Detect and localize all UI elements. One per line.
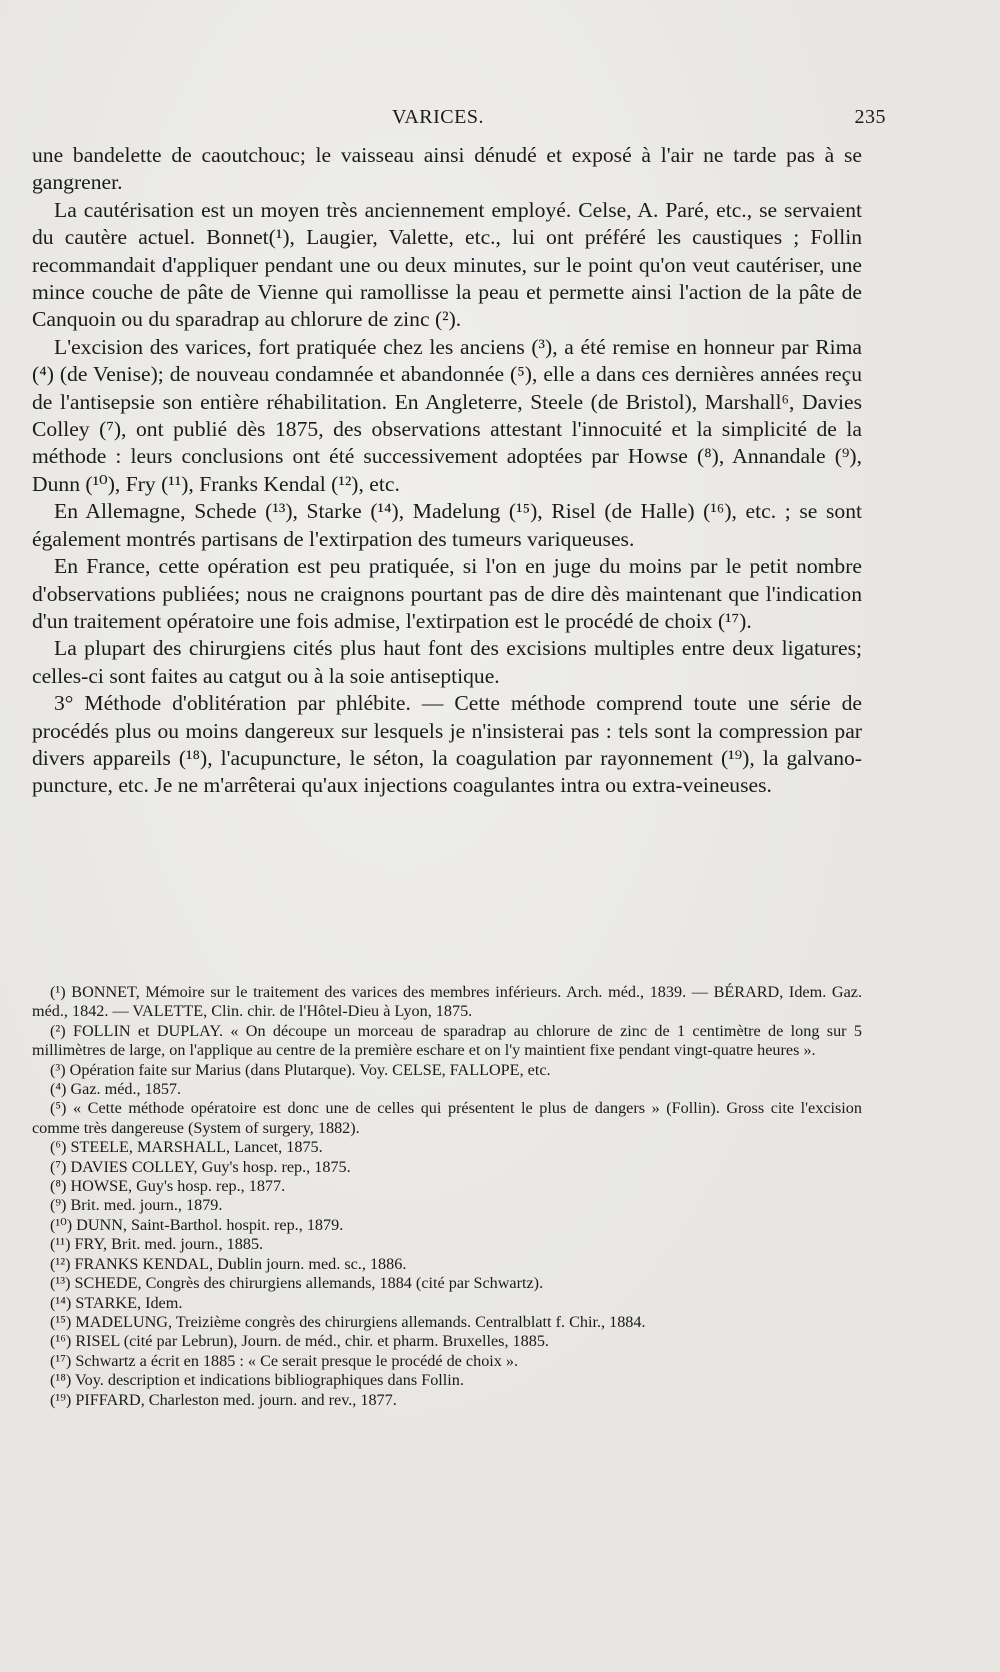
paragraph: En France, cette opération est peu pratiquée, si l'on en juge du moins par le petit nombre d'observations publiées; nous ne craignons pourtant pas de dire dès maintenant que l'indication d'un traitement opératoire une fois admise, l'extirpation est le procédé de choix (¹⁷). [32,554,862,633]
paragraph: En Allemagne, Schede (¹³), Starke (¹⁴), Madelung (¹⁵), Risel (de Halle) (¹⁶), etc. ; se sont également montrés partisans de l'extirpation des tumeurs variqueuses. [32,499,862,551]
footnote: (³) Opération faite sur Marius (dans Plutarque). Voy. CELSE, FALLOPE, etc. [50,1060,551,1079]
footnote: (¹³) SCHEDE, Congrès des chirurgiens allemands, 1884 (cité par Schwartz). [50,1274,544,1293]
footnotes [32,983,862,1410]
footnote: (¹⁸) Voy. description et indications bibliographiques dans Follin. [50,1371,464,1390]
running-title: VARICES. [392,106,484,128]
footnote: (¹⁴) STARKE, Idem. [50,1293,183,1312]
footnote: (¹⁵) MADELUNG, Treizième congrès des chirurgiens allemands. Centralblatt f. Chir., 1884. [50,1312,646,1331]
footnote: (⁵) « Cette méthode opératoire est donc une de celles qui présentent le plus de dangers » (Follin). Gross cite l'excision comme très dangereuse (System of surgery, 1882). [32,1099,862,1137]
paragraph: L'excision des varices, fort pratiquée chez les anciens (³), a été remise en honneur par Rima (⁴) (de Venise); de nouveau condamnée et abandonnée (⁵), elle a dans ces dernières années reçu de l'antisepsie son entière réhabilitation. En Angleterre, Steele (de Bristol), Marshall⁶, Davies Colley (⁷), ont publié dès 1875, des observations attestant l'innocuité et la simplicité de la méthode : leurs conclusions ont été successivement adoptées par Howse (⁸), Annandale (⁹), Dunn (¹⁰), Fry (¹¹), Franks Kendal (¹²), etc. [32,334,862,496]
paragraph: une bandelette de caoutchouc; le vaisseau ainsi dénudé et exposé à l'air ne tarde pas à se gangrener. [32,143,862,195]
footnote: (¹) BONNET, Mémoire sur le traitement des varices des membres inférieurs. Arch. méd., 1839. — BÉRARD, Idem. Gaz. méd., 1842. — VALETTE, Clin. chir. de l'Hôtel-Dieu à Lyon, 1875. [32,983,862,1021]
main-text [32,142,862,800]
footnote: (¹⁹) PIFFARD, Charleston med. journ. and rev., 1877. [50,1390,397,1409]
footnote: (²) FOLLIN et DUPLAY. « On découpe un morceau de sparadrap au chlorure de zinc de 1 centimètre de long sur 5 millimètres de large, on l'applique au centre de la première eschare et on l'y maintient fixe pendant vingt-quatre heures ». [32,1021,862,1060]
footnote: (¹⁶) RISEL (cité par Lebrun), Journ. de méd., chir. et pharm. Bruxelles, 1885. [50,1332,549,1351]
footnote: (⁴) Gaz. méd., 1857. [50,1080,182,1099]
paragraph: La plupart des chirurgiens cités plus haut font des excisions multiples entre deux ligatures; celles-ci sont faites au catgut ou à la soie antiseptique. [32,636,862,688]
paragraph: La cautérisation est un moyen très anciennement employé. Celse, A. Paré, etc., se servaient du cautère actuel. Bonnet(¹), Laugier, Valette, etc., lui ont préféré les caustiques ; Follin recommandait d'appliquer pendant une ou deux minutes, sur le point qu'on veut cautériser, une mince couche de pâte de Vienne qui ramollisse la peau et permette ainsi l'action de la pâte de Canquoin ou du sparadrap au chlorure de zinc (²). [32,197,862,332]
page-number: 235 [854,106,886,128]
footnote: (⁹) Brit. med. journ., 1879. [50,1196,223,1215]
footnote: (¹²) FRANKS KENDAL, Dublin journ. med. sc., 1886. [50,1254,407,1273]
paragraph: 3° Méthode d'oblitération par phlébite. — Cette méthode comprend toute une série de procédés plus ou moins dangereux sur lesquels je n'insisterai pas : tels sont la compression par divers appareils (¹⁸), l'acupuncture, le séton, la coagulation par rayonnement (¹⁹), la galvano-puncture, etc. Je ne m'arrêterai qu'aux injections coagulantes intra ou extra-veineuses. [32,691,862,798]
footnote: (⁶) STEELE, MARSHALL, Lancet, 1875. [50,1138,323,1157]
footnote: (¹⁷) Schwartz a écrit en 1885 : « Ce serait presque le procédé de choix ». [50,1351,519,1370]
footnote: (⁷) DAVIES COLLEY, Guy's hosp. rep., 1875. [50,1157,351,1176]
footnote: (¹⁰) DUNN, Saint-Barthol. hospit. rep., 1879. [50,1215,344,1234]
footnote: (⁸) HOWSE, Guy's hosp. rep., 1877. [50,1177,286,1196]
footnote: (¹¹) FRY, Brit. med. journ., 1885. [50,1235,264,1254]
